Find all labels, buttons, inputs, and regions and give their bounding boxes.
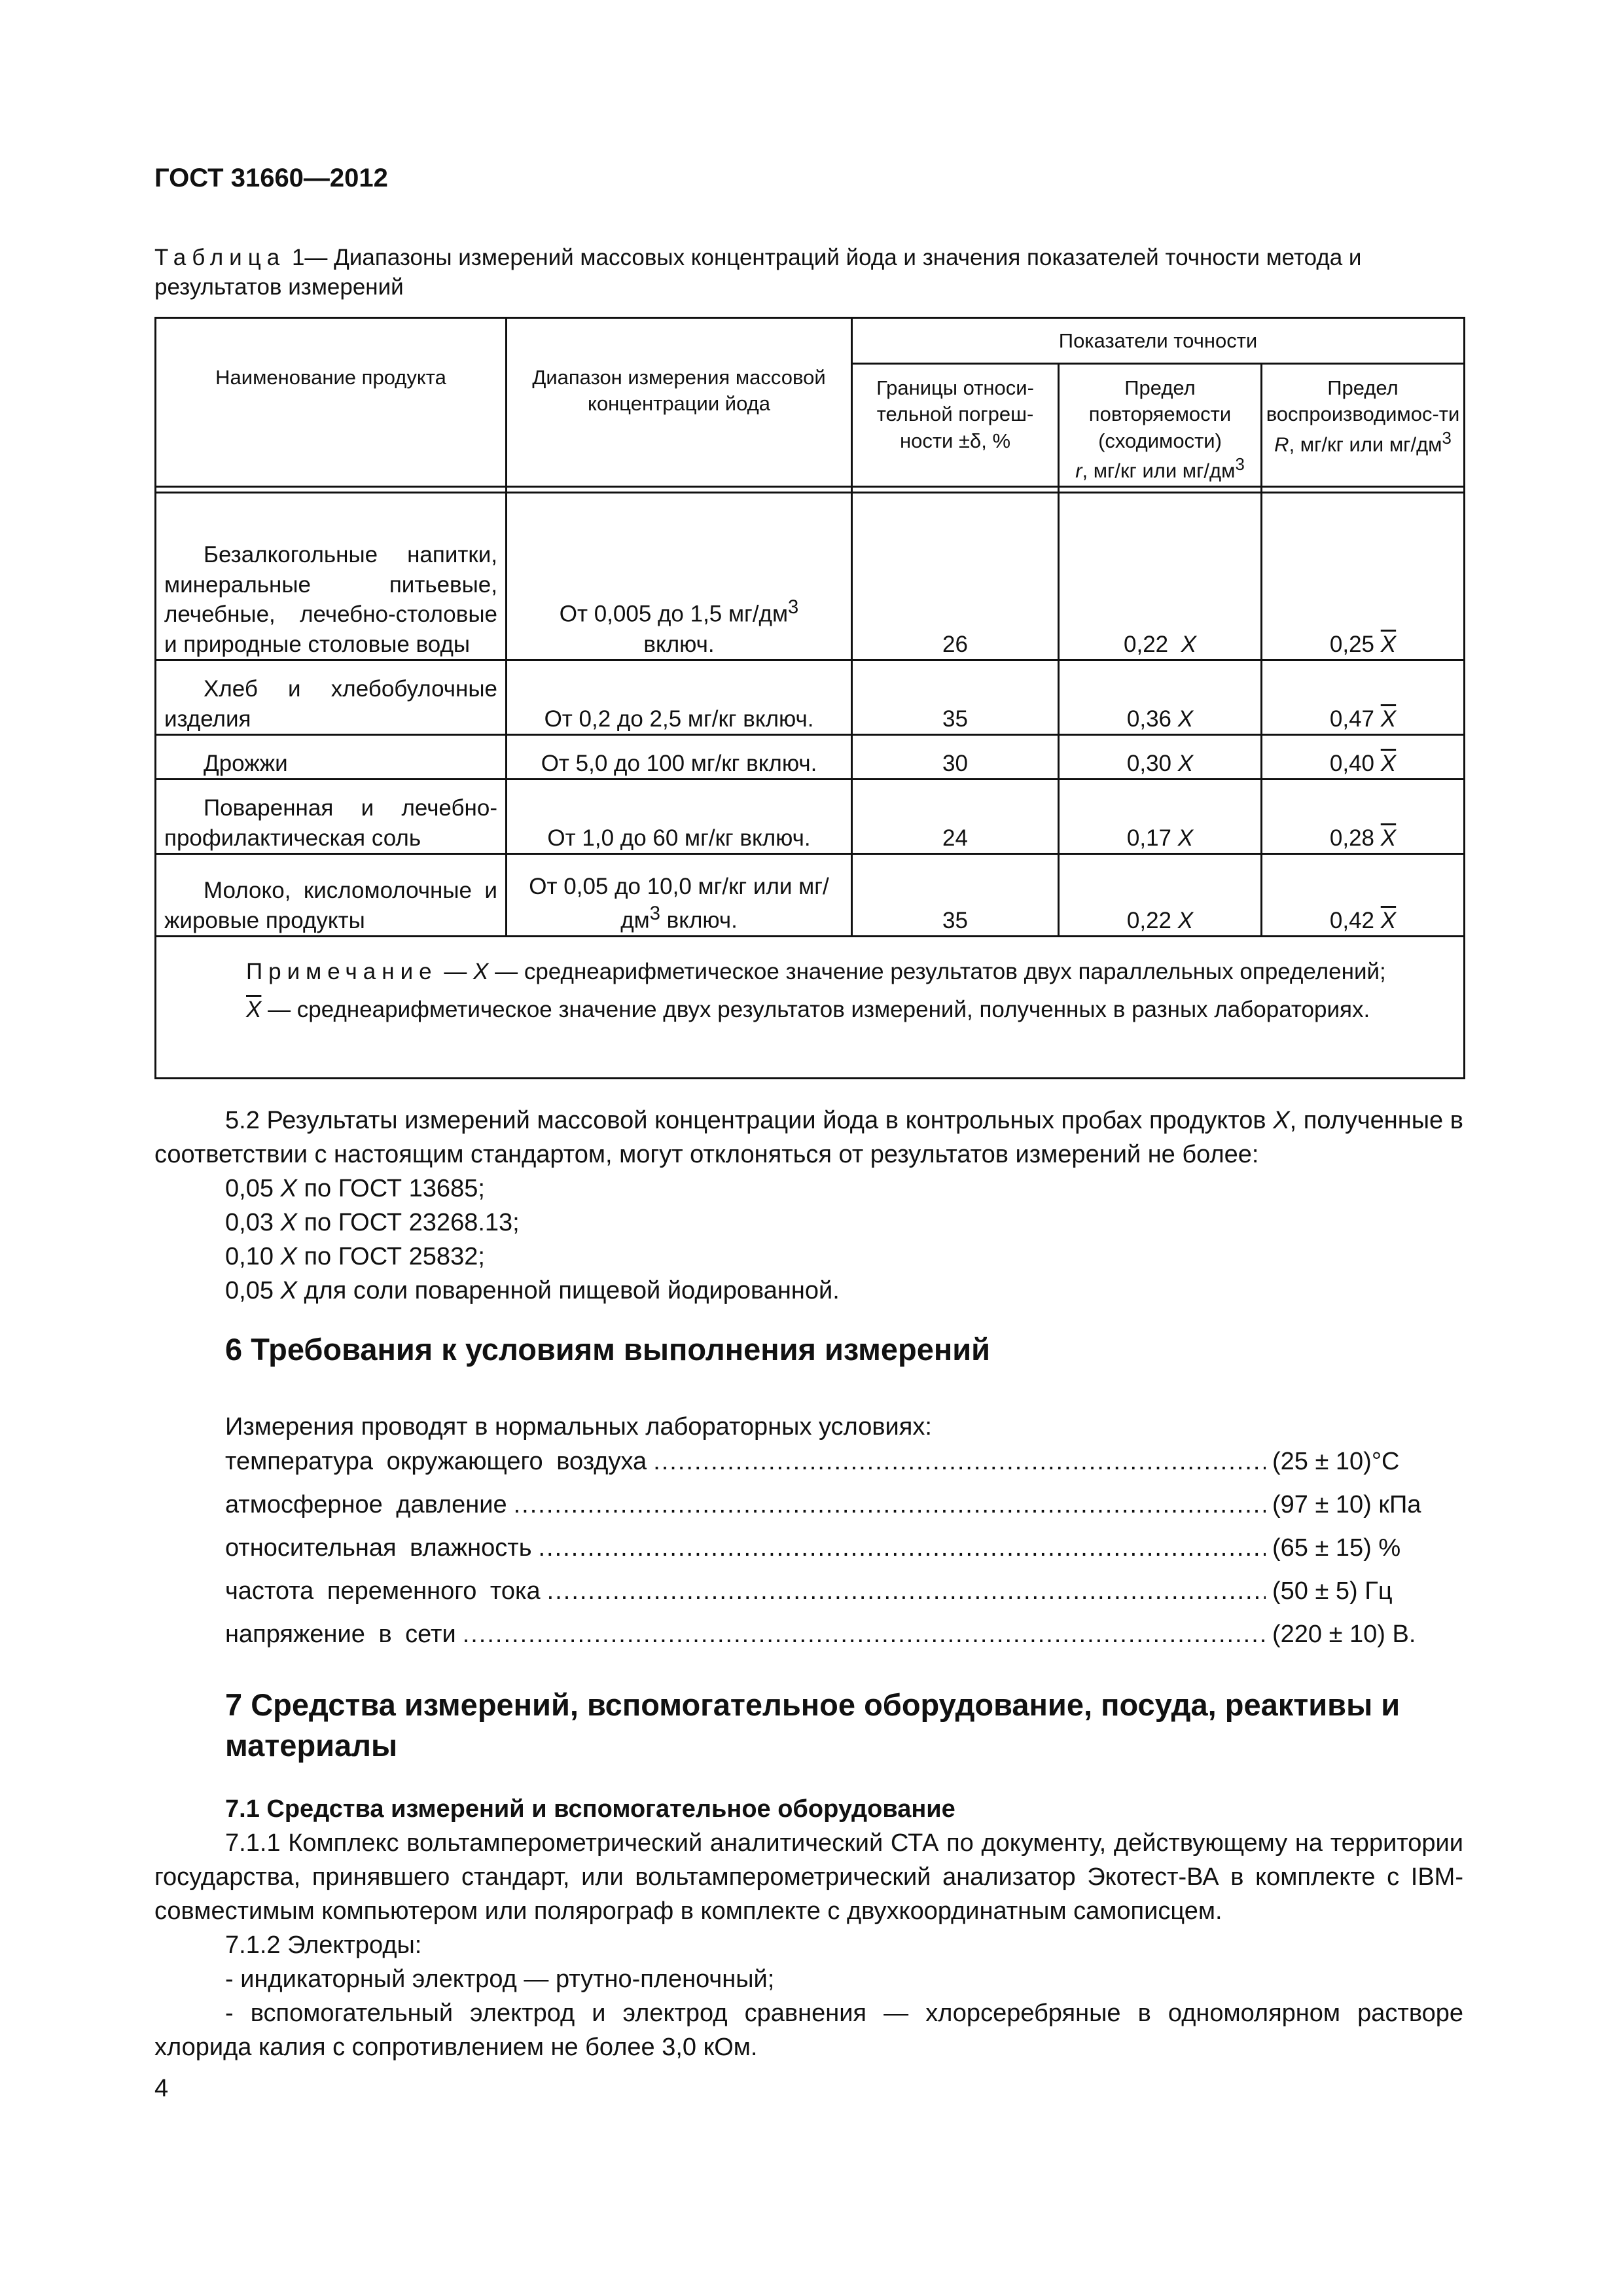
list-item: температура окружающего воздуха ..... (25 ± 10)°С — [225, 1448, 1455, 1491]
list-item: напряжение в сети ..... (220 ± 10) В. — [225, 1621, 1455, 1664]
row-repeatability: 0,30 X — [1059, 735, 1262, 780]
row-range: От 1,0 до 60 мг/кг включ. — [507, 780, 852, 854]
row-repeatability: 0,22 X — [1059, 854, 1262, 937]
header-accuracy: Показатели точности — [852, 318, 1465, 364]
row-range: От 0,2 до 2,5 мг/кг включ. — [507, 660, 852, 735]
row-product-name: Поваренная и лечебно-профилактическая соль — [156, 780, 507, 854]
table-row — [156, 780, 1465, 854]
row-range: От 0,05 до 10,0 мг/кг или $мг/дм^3$ включ. — [507, 854, 852, 937]
row-repeatability: 0,17 X — [1059, 780, 1262, 854]
note-line-1: Примечание — X — среднеарифметическое значение результатов двух параллельных определений; — [246, 959, 1386, 984]
row-delta: 30 — [852, 735, 1059, 780]
row-delta: 35 — [852, 854, 1059, 937]
header-separator — [156, 487, 1465, 493]
row-range: От 5,0 до 100 мг/кг включ. — [507, 735, 852, 780]
row-reproducibility: 0,42 $\overline{X}$ — [1262, 854, 1465, 937]
row-range: От 0,005 до 1,5 $мг/дм^3$ включ. — [507, 493, 852, 660]
list-item: частота переменного тока ..... (50 ± 5) Гц — [225, 1577, 1455, 1621]
header-reprod: Предел воспроизводимос-ти R, мг/кг или $мг/дм^3$ — [1262, 364, 1465, 487]
section-7-heading: 7 Средства измерений, вспомогательное оборудование, посуда, реактивы и материалы — [225, 1687, 1400, 1763]
electrode-item-1: - индикаторный электрод — ртутно-пленочный; — [225, 1965, 775, 1993]
row-product-name: Дрожжи — [156, 735, 507, 780]
header-range: Диапазон измерения массовой концентрации йода — [507, 318, 852, 487]
section-6-heading: 6 Требования к условиям выполнения измерений — [225, 1332, 991, 1367]
row-delta: 24 — [852, 780, 1059, 854]
document-header: ГОСТ 31660—2012 — [154, 164, 388, 192]
paragraph-7-1-1: 7.1.1 Комплекс вольтамперометрический аналитический СТА по документу, действующему на территории государства, принявшего стандарт, или вольтамперометрический анализатор Экотест-ВА в комплекте с IBM-совместимым компьютером или полярограф в комплекте с двухкоординатным самописцем. — [154, 1829, 1463, 1925]
table-row — [156, 660, 1465, 735]
paragraph-5-2: 5.2 Результаты измерений массовой концентрации йода в контрольных пробах продуктов X, полученные в соответствии с настоящим стандартом, могут отклоняться от результатов измерений не более: — [154, 1107, 1463, 1168]
list-item: атмосферное давление ..... (97 ± 10) кПа — [225, 1491, 1455, 1534]
row-reproducibility: 0,40 $\overline{X}$ — [1262, 735, 1465, 780]
row-reproducibility: 0,25 $\overline{X}$ — [1262, 493, 1465, 660]
row-reproducibility: 0,28 $\overline{X}$ — [1262, 780, 1465, 854]
table-row — [156, 854, 1465, 937]
row-delta: 26 — [852, 493, 1059, 660]
header-repeat: Предел повторяемости (сходимости) r, мг/кг или $мг/дм^3$ — [1059, 364, 1262, 487]
page-number: 4 — [154, 2075, 169, 2102]
list-item: относительная влажность ..... (65 ± 15) % — [225, 1534, 1455, 1577]
list-item: 0,10 X по ГОСТ 25832; — [225, 1243, 485, 1270]
table-header-row-1 — [156, 318, 1465, 364]
electrode-item-2: - вспомогательный электрод и электрод сравнения — хлорсеребряные в одномолярном растворе хлорида калия с сопротивлением не более 3,0 кОм. — [154, 2000, 1463, 2061]
table-row — [156, 493, 1465, 660]
table-note-row — [156, 937, 1465, 1079]
row-repeatability: 0,36 X — [1059, 660, 1262, 735]
row-repeatability: 0,22 X — [1059, 493, 1262, 660]
section-6-intro: Измерения проводят в нормальных лабораторных условиях: — [225, 1413, 932, 1441]
section-7-1-heading: 7.1 Средства измерений и вспомогательное оборудование — [225, 1795, 955, 1823]
list-item: 0,03 X по ГОСТ 23268.13; — [225, 1209, 520, 1236]
table-caption — [154, 243, 1463, 302]
paragraph-7-1-2: 7.1.2 Электроды: — [225, 1931, 422, 1959]
table-row — [156, 735, 1465, 780]
note-line-2: $\overline{X}$ — среднеарифметическое значение двух результатов измерений, полученных в разных лабораториях. — [246, 996, 1370, 1022]
list-item: 0,05 X для соли поваренной пищевой йодированной. — [225, 1277, 840, 1304]
row-product-name: Молоко, кисломолочные и жировые продукты — [156, 854, 507, 937]
row-product-name: Хлеб и хлебобулочные изделия — [156, 660, 507, 735]
table-caption-label: Таблица — [154, 245, 286, 270]
table-caption-text: 1— Диапазоны измерений массовых концентраций йода и значения показателей точности метода и результатов измерений — [154, 245, 1362, 300]
row-delta: 35 — [852, 660, 1059, 735]
header-delta: Границы относи-тельной погреш-ности ±δ, % — [852, 364, 1059, 487]
row-product-name: Безалкогольные напитки, минеральные питьевые, лечебные, лечебно-столовые и природные столовые воды — [156, 493, 507, 660]
header-product: Наименование продукта — [156, 318, 507, 487]
conditions-list — [225, 1448, 1455, 1664]
row-reproducibility: 0,47 $\overline{X}$ — [1262, 660, 1465, 735]
list-5-2 — [154, 1172, 1534, 1308]
list-item: 0,05 X по ГОСТ 13685; — [225, 1175, 485, 1202]
table-note — [156, 937, 1465, 1079]
accuracy-table — [154, 317, 1465, 1079]
